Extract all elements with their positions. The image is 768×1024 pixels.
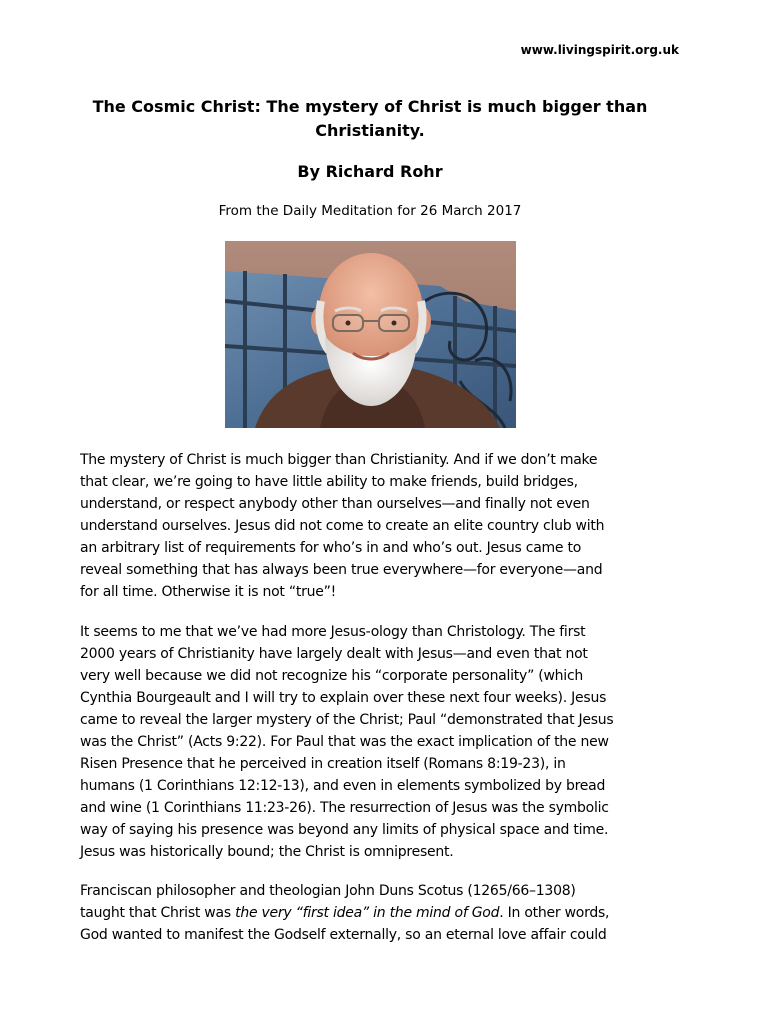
website-url: www.livingspirit.org.uk	[520, 43, 679, 57]
text-line: It seems to me that we’ve had more Jesus-ology than Christology. The first	[80, 624, 586, 640]
text-line: came to reveal the larger mystery of the Christ; Paul “demonstrated that Jesus	[80, 712, 614, 728]
text-line	[80, 902, 720, 924]
text-run: taught that Christ was	[80, 905, 236, 921]
text-line: humans (1 Corinthians 12:12-13), and even in elements symbolized by bread	[80, 778, 606, 794]
text-line: that clear, we’re going to have little ability to make friends, build bridges,	[80, 474, 578, 490]
text-line: very well because we did not recognize his “corporate personality” (which	[80, 668, 584, 684]
text-line: The mystery of Christ is much bigger than Christianity. And if we don’t make	[80, 452, 598, 468]
text-line: reveal something that has always been true everywhere—for everyone—and	[80, 562, 603, 578]
text-line: Risen Presence that he perceived in creation itself (Romans 8:19-23), in	[80, 756, 566, 772]
source-note: From the Daily Meditation for 26 March 2017	[218, 203, 522, 219]
text-line: and wine (1 Corinthians 11:23-26). The resurrection of Jesus was the symbolic	[80, 800, 609, 816]
text-line: Franciscan philosopher and theologian John Duns Scotus (1265/66–1308)	[80, 883, 576, 899]
paragraph-3	[80, 880, 720, 946]
text-line: was the Christ” (Acts 9:22). For Paul that was the exact implication of the new	[80, 734, 609, 750]
author-photo	[225, 241, 516, 428]
text-line: way of saying his presence was beyond any limits of physical space and time.	[80, 822, 609, 838]
text-line: God wanted to manifest the Godself externally, so an eternal love affair could	[80, 927, 607, 943]
text-line: for all time. Otherwise it is not “true”!	[80, 584, 336, 600]
article-title	[90, 95, 650, 143]
title-line-2: Christianity.	[315, 121, 425, 140]
text-line: understand, or respect anybody other than ourselves—and finally not even	[80, 496, 590, 512]
text-line: Jesus was historically bound; the Christ is omnipresent.	[80, 844, 454, 860]
paragraph-1	[80, 449, 720, 603]
text-line: understand ourselves. Jesus did not come to create an elite country club with	[80, 518, 605, 534]
title-line-1: The Cosmic Christ: The mystery of Christ is much bigger than	[92, 97, 648, 116]
italic-quote: the very “first idea” in the mind of God	[235, 905, 500, 921]
text-line: 2000 years of Christianity have largely dealt with Jesus—and even that not	[80, 646, 588, 662]
paragraph-2	[80, 621, 720, 863]
text-line: an arbitrary list of requirements for who’s in and who’s out. Jesus came to	[80, 540, 582, 556]
author-byline: By Richard Rohr	[297, 162, 443, 181]
text-run: . In other words,	[499, 905, 610, 921]
text-line: Cynthia Bourgeault and I will try to explain over these next four weeks). Jesus	[80, 690, 607, 706]
